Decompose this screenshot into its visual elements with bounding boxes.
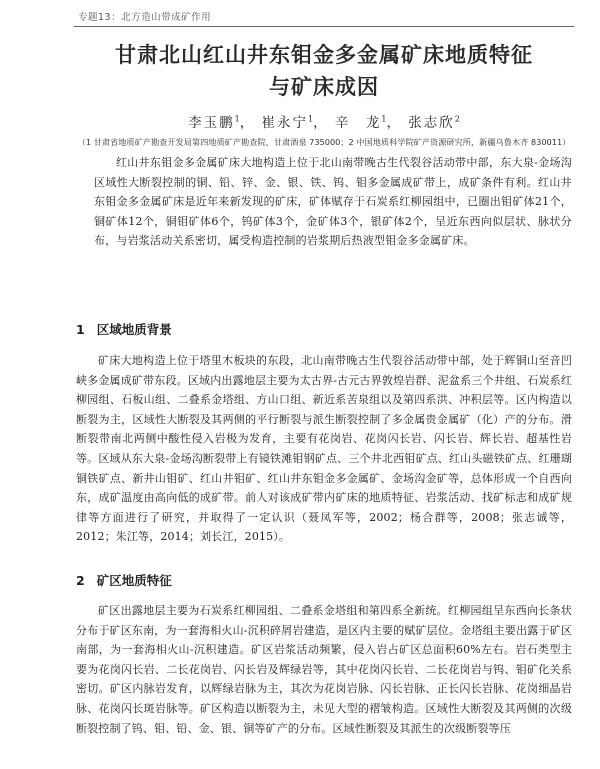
- author-name: 崔永宁: [261, 115, 308, 131]
- affiliations: （1 甘肃省地质矿产勘查开发局第四地质矿产勘查院，甘肃酒泉 735000；2 中国地质科学院矿产资源研究所，新疆乌鲁木齐 830011）: [77, 137, 571, 147]
- author-affiliation-mark: 2: [454, 114, 460, 124]
- author-affiliation-mark: 1: [308, 114, 314, 124]
- section-paragraph-mine-geology: 矿区出露地层主要为石炭系红柳园组、二叠系金塔组和第四系全新统。红柳园组呈东西向长条状分布于矿区东南，为一套海相火山-沉积碎屑岩建造，是区内主要的赋矿层位。金塔组主要出露于矿区南部，为一套海相火山-沉积建造。矿区岩浆活动频繁，侵入岩占矿区总面积60%左右。岩石类型主要为花岗闪长岩、二长花岗岩、闪长岩及辉绿岩等，其中花岗闪长岩、二长花岗岩与钨、钼矿化关系密切。矿区内脉岩发育，以辉绿岩脉为主，其次为花岗岩脉、闪长岩脉、正长闪长岩脉、花岗细晶岩脉、花岗闪长斑岩脉等。矿区构造以断裂为主，未见大型的褶皱构造。区域性大断裂及其两侧的次级断裂控制了钨、钼、铅、金、银、铜等矿产的分布。区域性断裂及其派生的次级断裂等压: [76, 604, 572, 735]
- author-name: 辛 龙: [334, 115, 382, 131]
- section-heading-mine-geology: [76, 571, 172, 589]
- paper-title-line-1: 甘肃北山红山井东钼金多金属矿床地质特征: [115, 43, 533, 67]
- author-list: 李玉鹏$^1$， 崔永宁$^1$， 辛 龙$^1$， 张志欣$^2$: [188, 114, 460, 131]
- section-title: 区域地质背景: [96, 322, 172, 337]
- author-name: 李玉鹏: [188, 115, 235, 131]
- section-number: 2: [76, 573, 85, 588]
- author-affiliation-mark: 1: [381, 114, 387, 124]
- section-title: 矿区地质特征: [96, 573, 172, 588]
- running-header: 专题13：北方造山带成矿作用: [78, 12, 212, 23]
- author-name: 张志欣: [408, 115, 455, 131]
- section-paragraph-regional-geology: 矿床大地构造上位于塔里木板块的东段，北山南带晚古生代裂谷活动带中部，处于辉铜山至音凹峡多金属成矿带东段。区域内出露地层主要为太古界-古元古界敦煌岩群、泥盆系三个井组、石炭系红柳园组、石板山组、二叠系金塔组、方山口组、新近系苦泉组以及第四系洪、冲积层等。区内构造以断裂为主，区域性大断裂及其两侧的平行断裂与派生断裂控制了多金属贵金属矿（化）产的分布。滑断裂带南北两侧中酸性侵入岩极为发育，主要有花岗岩、花岗闪长岩、闪长岩、辉长岩、超基性岩等。区域从东大泉-金场沟断裂带上有镜铁滩钼钢矿点、三个井北西钼矿点、红山头磁铁矿点、红珊瑚铜铁矿点、新井山钼矿、红山井钼矿、红山井东钼金多金属矿、金场沟金矿等，总体形成一个自西向东，成矿温度由高向低的成矿带。前人对该成矿带内矿床的地质特征、岩浆活动、找矿标志和成矿规律等方面进行了研究，并取得了一定认识（聂凤军等，2002；杨合群等，2008；张志诚等，2012；朱江等，2014；刘长江，2015）。: [76, 354, 572, 544]
- header-rule: [74, 26, 574, 27]
- section-number: 1: [76, 322, 85, 337]
- author-affiliation-mark: 1: [234, 114, 240, 124]
- paper-title-line-2: 与矿床成因: [269, 75, 379, 99]
- abstract-paragraph: 红山井东钼金多金属矿床大地构造上位于北山南带晚古生代裂谷活动带中部，东大泉-金场沟区域性大断裂控制的铜、铅、锌、金、银、铁、钨、钼多金属成矿带上，成矿条件有利。红山井东钼金多金属矿床是近年来新发现的矿床，矿体赋存于石炭系红柳园组中，已圈出钼矿体21个，铜矿体12个，铜钼矿体6个，钨矿体3个，金矿体3个，银矿体2个，呈近东西向似层状、脉状分布，与岩浆活动关系密切，属受构造控制的岩浆期后热液型钼金多金属矿床。: [94, 156, 572, 248]
- section-heading-regional-geology: [76, 320, 172, 338]
